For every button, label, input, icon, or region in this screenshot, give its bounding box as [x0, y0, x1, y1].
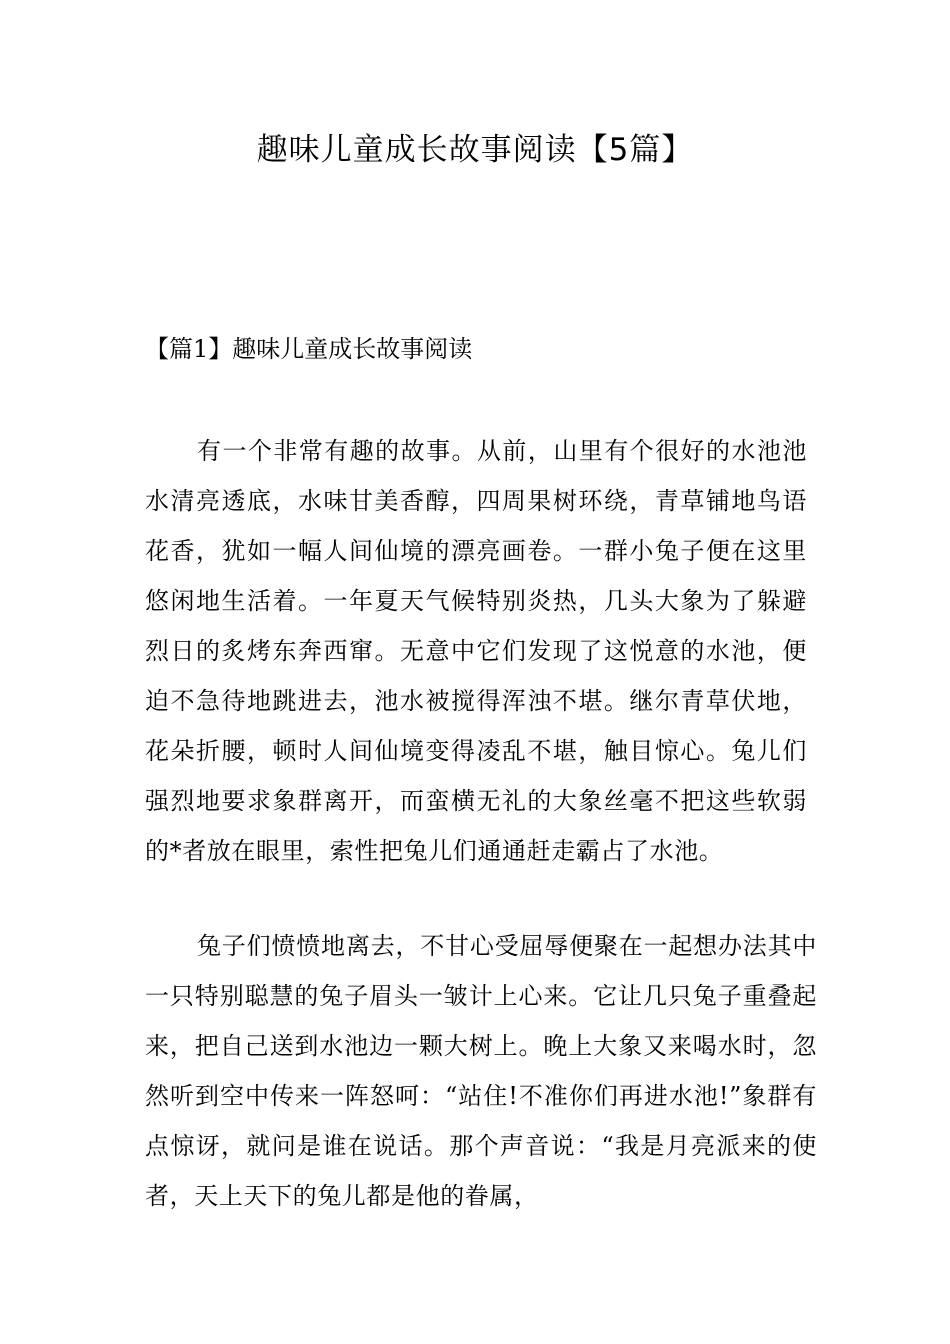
section-heading: 【篇1】趣味儿童成长故事阅读	[145, 335, 473, 363]
paragraph-1: 有一个非常有趣的故事。从前，山里有个很好的水池池水清亮透底，水味甘美香醇，四周果树环绕，青草铺地鸟语花香，犹如一幅人间仙境的漂亮画卷。一群小兔子便在这里悠闲地生活着。一年夏天气候特别炎热，几头大象为了躲避烈日的炙烤东奔西窜。无意中它们发现了这悦意的水池，便迫不急待地跳进去，池水被搅得浑浊不堪。继尔青草伏地，花朵折腰，顿时人间仙境变得凌乱不堪，触目惊心。兔儿们强烈地要求象群离开，而蛮横无礼的大象丝毫不把这些软弱的*者放在眼里，索性把兔儿们通通赶走霸占了水池。	[145, 437, 807, 865]
paragraph-2: 兔子们愤愤地离去，不甘心受屈辱便聚在一起想办法其中一只特别聪慧的兔子眉头一皱计上心来。它让几只兔子重叠起来，把自己送到水池边一颗大树上。晚上大象又来喝水时，忽然听到空中传来一阵怒呵：“站住!不准你们再进水池!”象群有点惊讶，就问是谁在说话。那个声音说：“我是月亮派来的使者，天上天下的兔儿都是他的眷属，	[145, 932, 817, 1210]
document-title: 趣味儿童成长故事阅读【5篇】	[256, 132, 694, 168]
